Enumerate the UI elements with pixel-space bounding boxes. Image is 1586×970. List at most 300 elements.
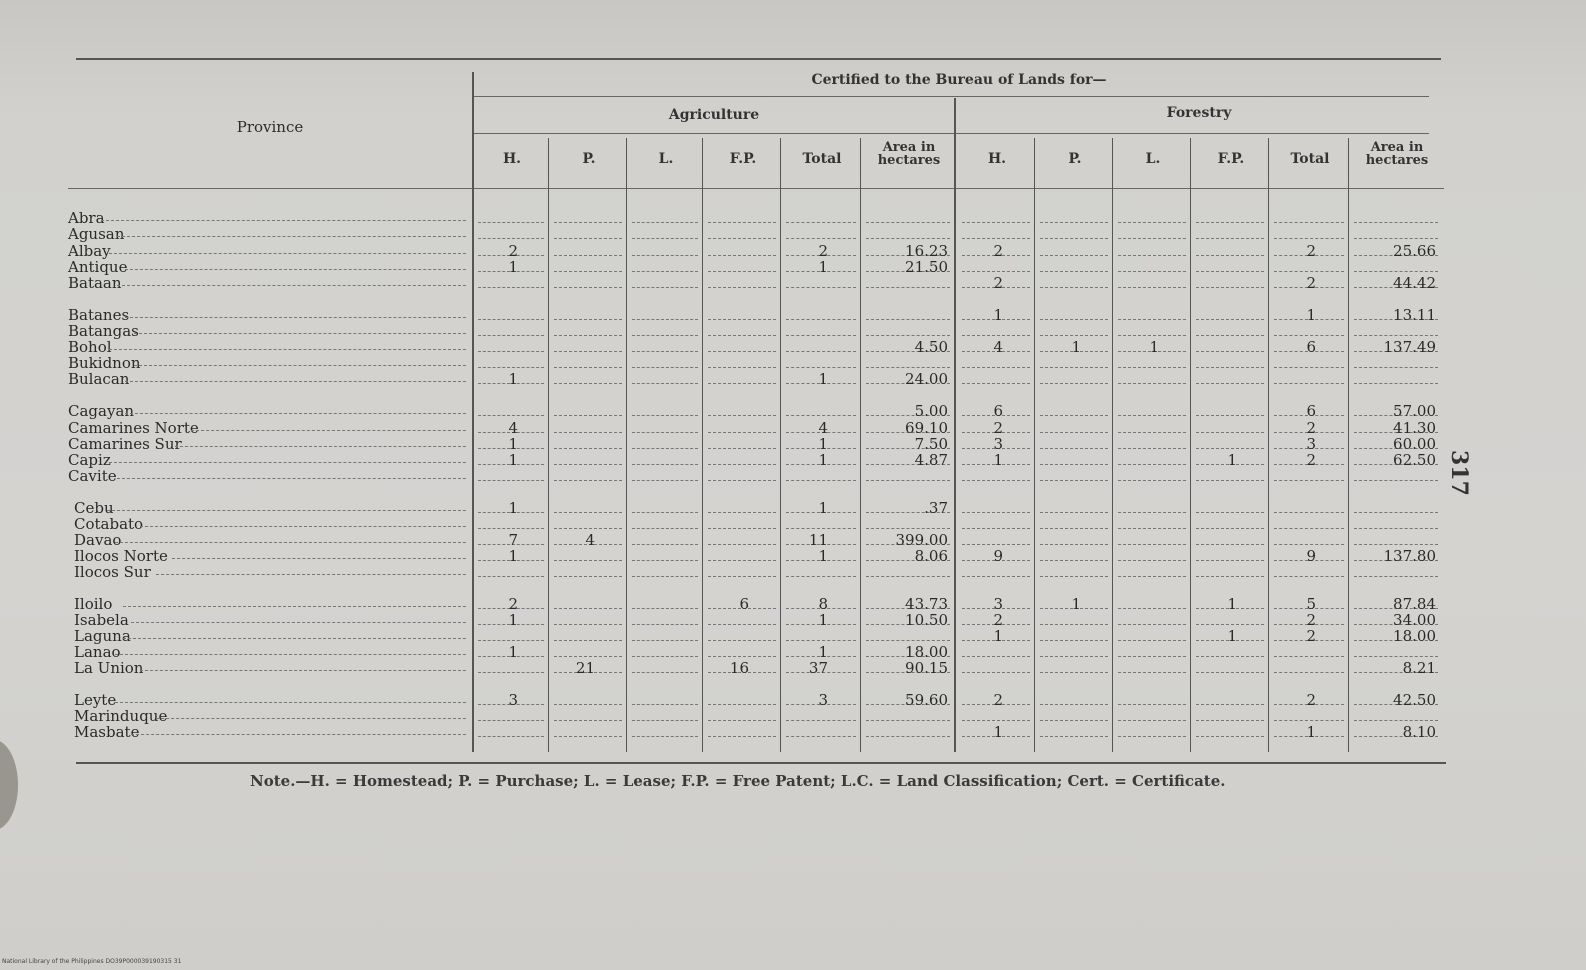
cell-leader [478, 672, 544, 673]
cell-leader [554, 528, 622, 529]
cell-leader [962, 512, 1030, 513]
cell-leader [1040, 432, 1108, 433]
column-divider [780, 138, 781, 752]
cell-leader [1118, 672, 1186, 673]
table-cell-value: 3 [993, 595, 1003, 613]
cell-leader [554, 464, 622, 465]
cell-leader [1196, 415, 1264, 416]
column-header-agri-l: L. [658, 151, 674, 167]
table-cell-value: 6 [739, 595, 749, 613]
cell-leader [866, 335, 950, 336]
table-cell-value: 21 [575, 659, 595, 677]
cell-leader [962, 335, 1030, 336]
cell-leader [554, 640, 622, 641]
cell-leader [1118, 544, 1186, 545]
cell-leader [1354, 528, 1438, 529]
province-name: Bataan [68, 274, 122, 292]
table-cell-value: 2 [1306, 451, 1316, 469]
leader-dots [101, 220, 466, 221]
table-cell-value: 8.10 [1402, 723, 1436, 741]
cell-leader [1196, 367, 1264, 368]
table-cell-value: 41.30 [1393, 419, 1436, 437]
cell-leader [1118, 287, 1186, 288]
cell-leader [1118, 704, 1186, 705]
cell-leader [1040, 448, 1108, 449]
cell-leader [1196, 448, 1264, 449]
table-cell-value: 6 [993, 402, 1003, 420]
table-cell-value: 3 [993, 435, 1003, 453]
table-cell-value: 1 [508, 643, 518, 661]
cell-leader [1040, 528, 1108, 529]
cell-leader [1040, 560, 1108, 561]
table-cell-value: 7.50 [914, 435, 948, 453]
table-cell-value: 1 [508, 547, 518, 565]
cell-leader [962, 480, 1030, 481]
cell-leader [1354, 222, 1438, 223]
cell-leader [1196, 222, 1264, 223]
province-name: Antique [68, 258, 128, 276]
cell-leader [708, 576, 776, 577]
cell-leader [786, 222, 856, 223]
cell-leader [786, 576, 856, 577]
province-name: Bukidnon [68, 354, 141, 372]
table-cell-value: 87.84 [1393, 595, 1436, 613]
province-name: Isabela [74, 611, 129, 629]
cell-leader [1196, 432, 1264, 433]
leader-dots [156, 718, 466, 719]
cell-leader [554, 720, 622, 721]
cell-leader [786, 736, 856, 737]
cell-leader [1196, 672, 1264, 673]
cell-leader [478, 335, 544, 336]
table-cell-value: 1 [993, 627, 1003, 645]
table-cell-value: 18.00 [905, 643, 948, 661]
table-cell-value: 1 [1149, 338, 1159, 356]
table-cell-value: 69.10 [905, 419, 948, 437]
cell-leader [1118, 720, 1186, 721]
table-cell-value: 1 [1227, 451, 1237, 469]
cell-leader [632, 576, 698, 577]
agriculture-header: Agriculture [668, 107, 760, 123]
table-cell-value: 2 [1306, 274, 1316, 292]
table-cell-value: 2 [993, 611, 1003, 629]
cell-leader [962, 528, 1030, 529]
cell-leader [478, 640, 544, 641]
province-name: Laguna [74, 627, 131, 645]
table-cell-value: 6 [1306, 402, 1316, 420]
cell-leader [1040, 287, 1108, 288]
cell-leader [866, 576, 950, 577]
cell-leader [632, 736, 698, 737]
cell-leader [478, 415, 544, 416]
table-cell-value: 8.21 [1402, 659, 1436, 677]
cell-leader [708, 271, 776, 272]
leader-dots [156, 574, 466, 575]
cell-leader [1354, 367, 1438, 368]
cell-leader [1354, 576, 1438, 577]
column-header-forest-total: Total [1290, 151, 1330, 167]
table-cell-value: 18.00 [1393, 627, 1436, 645]
cell-leader [1274, 271, 1344, 272]
leader-dots [109, 462, 466, 463]
cell-leader [1196, 255, 1264, 256]
table-cell-value: 4 [508, 419, 518, 437]
cell-leader [708, 287, 776, 288]
cell-leader [1040, 544, 1108, 545]
column-divider [1268, 138, 1269, 752]
cell-leader [632, 271, 698, 272]
table-cell-value: 1 [993, 306, 1003, 324]
table-cell-value: 9 [993, 547, 1003, 565]
column-header-agri-f-p: F.P. [729, 151, 757, 167]
table-cell-value: 59.60 [905, 691, 948, 709]
scan-footer: National Library of the Philippines DO39P000039190315 31 [2, 958, 182, 965]
table-cell-value: 4.87 [914, 451, 948, 469]
cell-leader [1274, 528, 1344, 529]
table-cell-value: 8.06 [914, 547, 948, 565]
cell-leader [1274, 367, 1344, 368]
leader-dots [117, 285, 466, 286]
cell-leader [1118, 608, 1186, 609]
province-name: Davao [74, 531, 122, 549]
table-cell-value: 1 [1306, 723, 1316, 741]
table-bottom-rule [76, 762, 1446, 764]
leader-dots [175, 446, 466, 447]
province-name: Bulacan [68, 370, 130, 388]
table-cell-value: 3 [508, 691, 518, 709]
province-name: Camarines Norte [68, 419, 199, 437]
table-cell-value: 1 [818, 499, 828, 517]
cell-leader [866, 720, 950, 721]
cell-leader [1118, 528, 1186, 529]
cell-leader [866, 528, 950, 529]
leader-dots [131, 622, 466, 623]
cell-leader [1354, 271, 1438, 272]
cell-leader [1040, 512, 1108, 513]
table-cell-value: 16.23 [905, 242, 948, 260]
cell-leader [554, 656, 622, 657]
cell-leader [1274, 672, 1344, 673]
table-cell-value: 10.50 [905, 611, 948, 629]
leader-dots [140, 670, 466, 671]
cell-leader [632, 480, 698, 481]
cell-leader [962, 656, 1030, 657]
table-cell-value: 2 [1306, 611, 1316, 629]
cell-leader [1196, 720, 1264, 721]
table-cell-value: 4 [993, 338, 1003, 356]
province-name: Capiz [68, 451, 111, 469]
cell-leader [1274, 335, 1344, 336]
cell-leader [1040, 335, 1108, 336]
cell-leader [554, 624, 622, 625]
cell-leader [866, 480, 950, 481]
province-name: Leyte [74, 691, 117, 709]
cell-leader [1040, 255, 1108, 256]
cell-leader [1040, 720, 1108, 721]
cell-leader [554, 383, 622, 384]
cell-leader [962, 672, 1030, 673]
cell-leader [632, 319, 698, 320]
cell-leader [1196, 704, 1264, 705]
cell-leader [1354, 480, 1438, 481]
column-header-forest-h: H. [987, 151, 1007, 167]
cell-leader [1040, 238, 1108, 239]
table-cell-value: 11 [808, 531, 828, 549]
table-cell-value: 3 [1306, 435, 1316, 453]
cell-leader [1118, 480, 1186, 481]
table-cell-value: 2 [993, 274, 1003, 292]
cell-leader [1040, 464, 1108, 465]
forestry-header: Forestry [1166, 105, 1232, 121]
table-cell-value: 37 [808, 659, 828, 677]
table-cell-value: 1 [1227, 627, 1237, 645]
cell-leader [1196, 544, 1264, 545]
cell-leader [1196, 271, 1264, 272]
cell-leader [708, 560, 776, 561]
cell-leader [632, 448, 698, 449]
table-cell-value: 1 [818, 611, 828, 629]
cell-leader [708, 415, 776, 416]
table-cell-value: 44.42 [1393, 274, 1436, 292]
cell-leader [478, 736, 544, 737]
cell-leader [962, 383, 1030, 384]
column-header-agri-h: H. [502, 151, 522, 167]
cell-leader [554, 448, 622, 449]
cell-leader [554, 415, 622, 416]
table-cell-value: 1 [818, 643, 828, 661]
table-cell-value: 9 [1306, 547, 1316, 565]
column-divider [702, 138, 703, 752]
cell-leader [478, 351, 544, 352]
cell-leader [1118, 464, 1186, 465]
cell-leader [478, 528, 544, 529]
cell-leader [554, 736, 622, 737]
cell-leader [786, 351, 856, 352]
cell-leader [1196, 319, 1264, 320]
cell-leader [632, 640, 698, 641]
cell-leader [632, 351, 698, 352]
cell-leader [554, 560, 622, 561]
cell-leader [1354, 544, 1438, 545]
table-cell-value: 62.50 [1393, 451, 1436, 469]
cell-leader [708, 720, 776, 721]
table-cell-value: 137.49 [1383, 338, 1436, 356]
cell-leader [1040, 319, 1108, 320]
cell-leader [962, 720, 1030, 721]
cell-leader [1274, 544, 1344, 545]
cell-leader [1118, 624, 1186, 625]
cell-leader [1118, 415, 1186, 416]
table-cell-value: 90.15 [905, 659, 948, 677]
cell-leader [554, 608, 622, 609]
cell-leader [866, 640, 950, 641]
cell-leader [786, 287, 856, 288]
leader-dots [107, 510, 466, 511]
cell-leader [866, 736, 950, 737]
table-cell-value: 1 [1227, 595, 1237, 613]
cell-leader [1274, 480, 1344, 481]
cell-leader [478, 287, 544, 288]
cell-leader [708, 528, 776, 529]
cell-leader [1118, 383, 1186, 384]
cell-leader [632, 704, 698, 705]
cell-leader [554, 432, 622, 433]
province-name: Cavite [68, 467, 117, 485]
cell-leader [1196, 351, 1264, 352]
cell-leader [632, 720, 698, 721]
table-note: Note.—H. = Homestead; P. = Purchase; L. = Lease; F.P. = Free Patent; L.C. = Land Classification; Cert. = Certificate. [250, 772, 1226, 790]
column-header-forest-p: P. [1068, 151, 1082, 167]
table-cell-value: 1 [818, 370, 828, 388]
table-cell-value: 399.00 [895, 531, 948, 549]
cell-leader [1274, 222, 1344, 223]
column-divider [626, 138, 627, 752]
table-cell-value: 1 [818, 435, 828, 453]
cell-leader [786, 335, 856, 336]
table-cell-value: 137.80 [1383, 547, 1436, 565]
leader-dots [109, 253, 466, 254]
cell-leader [866, 319, 950, 320]
province-name: Batanes [68, 306, 130, 324]
cell-leader [1196, 624, 1264, 625]
cell-leader [708, 480, 776, 481]
cell-leader [866, 238, 950, 239]
table-cell-value: 1 [818, 451, 828, 469]
cell-leader [1118, 736, 1186, 737]
cell-leader [1196, 560, 1264, 561]
cell-leader [554, 287, 622, 288]
table-cell-value: 57.00 [1393, 402, 1436, 420]
province-name: La Union [74, 659, 144, 677]
column-divider [1112, 138, 1113, 752]
page-number: 317 [1446, 450, 1472, 496]
cell-leader [1118, 271, 1186, 272]
leader-dots [115, 654, 466, 655]
table-cell-value: 1 [508, 499, 518, 517]
cell-leader [1118, 335, 1186, 336]
cell-leader [786, 528, 856, 529]
cell-leader [632, 528, 698, 529]
cell-leader [632, 672, 698, 673]
cell-leader [478, 222, 544, 223]
cell-leader [1274, 383, 1344, 384]
cell-leader [708, 222, 776, 223]
cell-leader [708, 367, 776, 368]
table-cell-value: 1 [508, 435, 518, 453]
leader-dots [117, 236, 466, 237]
table-cell-value: 2 [1306, 691, 1316, 709]
cell-leader [1196, 287, 1264, 288]
cell-leader [1040, 415, 1108, 416]
province-name: Iloilo [74, 595, 113, 613]
column-header-agri-area-in-hectares: Area in hectares [877, 140, 941, 168]
table-cell-value: 4 [585, 531, 595, 549]
cell-leader [866, 287, 950, 288]
leader-dots [125, 317, 466, 318]
leader-dots [140, 526, 466, 527]
cell-leader [962, 238, 1030, 239]
cell-leader [1040, 640, 1108, 641]
cell-leader [632, 432, 698, 433]
cell-leader [1196, 576, 1264, 577]
province-header: Province [236, 118, 304, 136]
province-name: Cebu [74, 499, 114, 517]
table-cell-value: 42.50 [1393, 691, 1436, 709]
cell-leader [1040, 656, 1108, 657]
cell-leader [1274, 512, 1344, 513]
cell-leader [786, 480, 856, 481]
leader-dots [109, 349, 466, 350]
table-cell-value: 6 [1306, 338, 1316, 356]
table-cell-value: 25.66 [1393, 242, 1436, 260]
cell-leader [632, 335, 698, 336]
leader-dots [123, 606, 466, 607]
table-cell-value: 2 [1306, 627, 1316, 645]
province-name: Agusan [68, 225, 125, 243]
cell-leader [1118, 512, 1186, 513]
table-cell-value: 2 [508, 242, 518, 260]
cell-leader [708, 544, 776, 545]
cell-leader [962, 576, 1030, 577]
table-cell-value: 2 [1306, 242, 1316, 260]
table-cell-value: 13.11 [1393, 306, 1436, 324]
table-cell-value: 1 [508, 451, 518, 469]
table-cell-value: 43.73 [905, 595, 948, 613]
table-cell-value: 7 [508, 531, 518, 549]
cell-leader [786, 415, 856, 416]
cell-leader [1274, 720, 1344, 721]
column-header-forest-area-in-hectares: Area in hectares [1365, 140, 1429, 168]
province-name: Ilocos Sur [74, 563, 151, 581]
province-name: Bohol [68, 338, 112, 356]
table-cell-value: 2 [993, 242, 1003, 260]
table-cell-value: 60.00 [1393, 435, 1436, 453]
leader-dots [117, 478, 466, 479]
cell-leader [1354, 238, 1438, 239]
column-header-forest-l: L. [1145, 151, 1161, 167]
column-header-agri-total: Total [802, 151, 842, 167]
cell-leader [1040, 271, 1108, 272]
cell-leader [1196, 736, 1264, 737]
leader-dots [134, 333, 466, 334]
cell-leader [478, 238, 544, 239]
table-cell-value: .37 [924, 499, 948, 517]
cell-leader [1040, 222, 1108, 223]
table-cell-value: 1 [508, 370, 518, 388]
cell-leader [1040, 624, 1108, 625]
group-header: Certified to the Bureau of Lands for— [811, 72, 1107, 88]
cell-leader [1040, 576, 1108, 577]
cell-leader [632, 624, 698, 625]
cell-leader [554, 512, 622, 513]
leader-dots [125, 413, 466, 414]
table-cell-value: 34.00 [1393, 611, 1436, 629]
province-name: Abra [68, 209, 105, 227]
cell-leader [708, 624, 776, 625]
cell-leader [1040, 383, 1108, 384]
cell-leader [1354, 335, 1438, 336]
cell-leader [554, 255, 622, 256]
cell-leader [1354, 720, 1438, 721]
cell-leader [786, 238, 856, 239]
cell-leader [786, 720, 856, 721]
cell-leader [708, 512, 776, 513]
table-cell-value: 1 [1071, 338, 1081, 356]
province-name: Marinduque [74, 707, 168, 725]
cell-leader [708, 432, 776, 433]
subgroup-rule [474, 133, 1429, 134]
leader-dots [172, 558, 466, 559]
